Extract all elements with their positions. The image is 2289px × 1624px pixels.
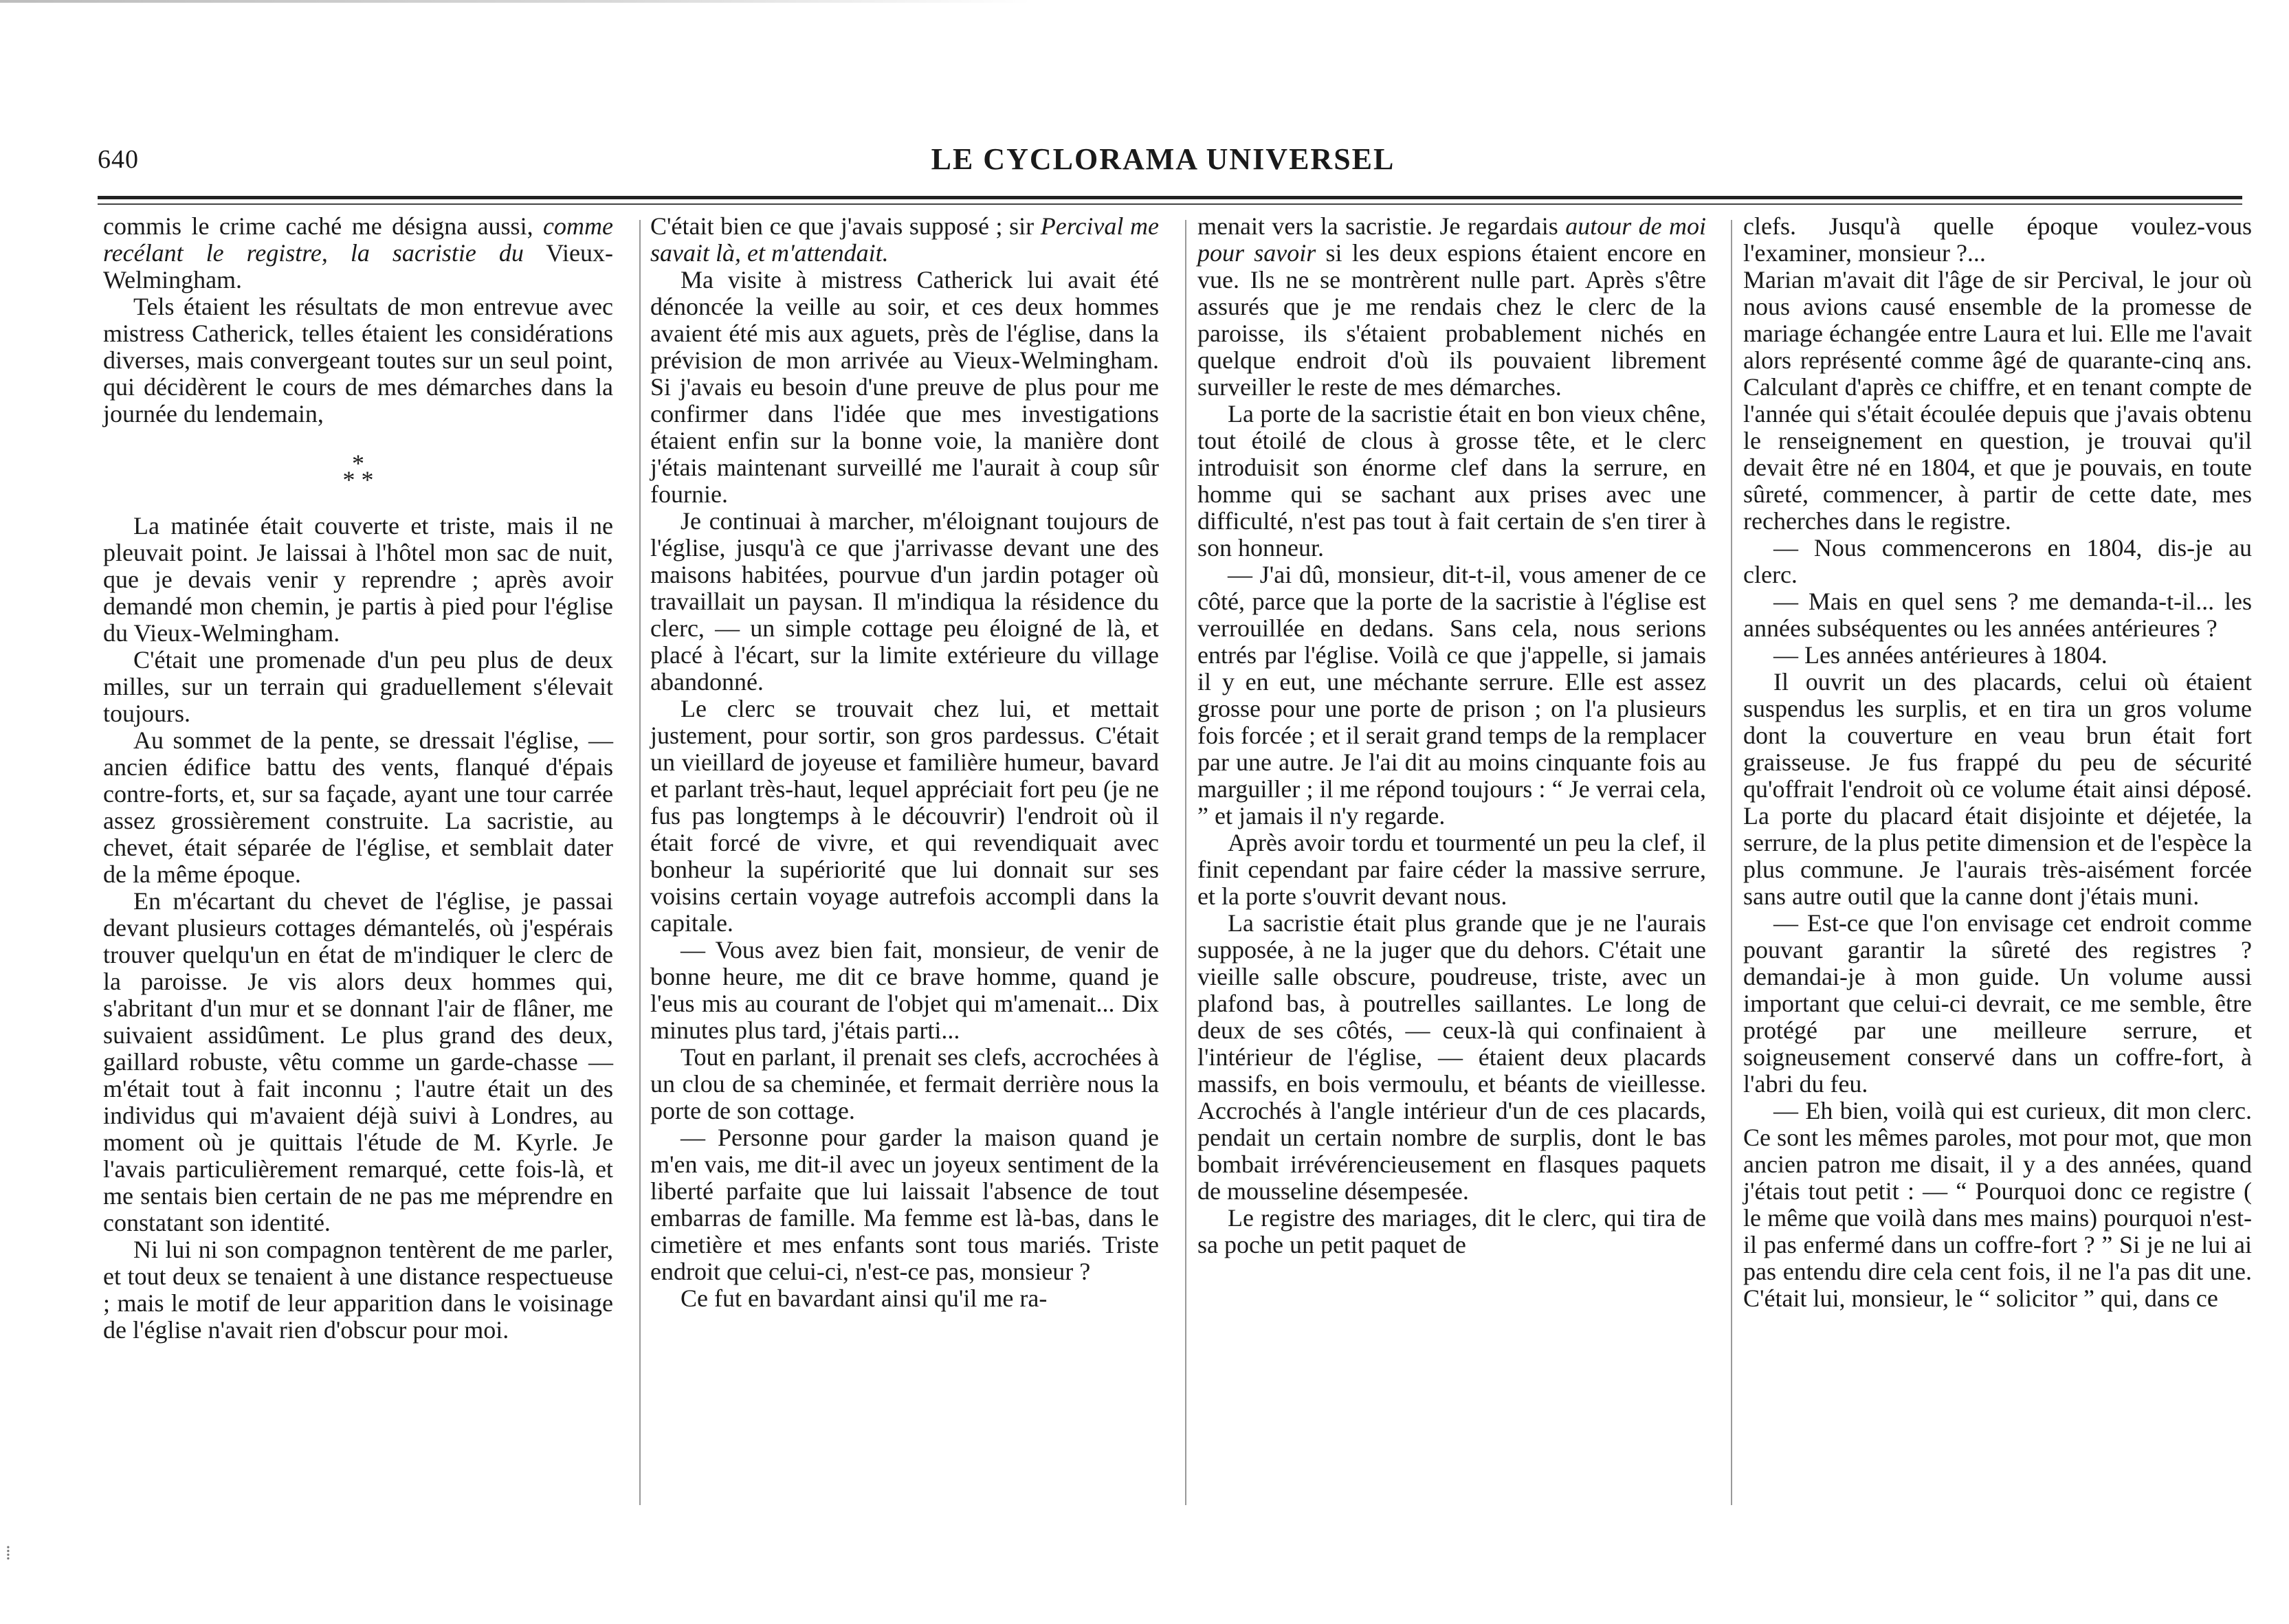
paragraph: — Mais en quel sens ? me demanda-t-il... les années subséquentes ou les années antérieures ? [1743,588,2252,642]
paragraph: — Nous commencerons en 1804, dis-je au clerc. [1743,534,2252,588]
page-top-edge [0,0,1031,3]
paragraph: — Les années antérieures à 1804. [1773,641,2108,669]
paragraph: Ma visite à mistress Catherick lui avait été dénoncée la veille au soir, et ces deux hommes avaient été mis aux aguets, près de l'église, dans la prévision de mon arrivée au Vieux-Welmingham. Si j'avais eu besoin d'une preuve de plus pour me confirmer dans l'idée que mes investigations étaient enfin sur la bonne voie, la manière dont j'étais maintenant surveillé me l'aurait à coup sûr fournie. [650,266,1159,508]
paragraph: Ni lui ni son compagnon tentèrent de me parler, et tout deux se tenaient à une distance respectueuse ; mais le motif de leur apparition dans le voisinage de l'église n'avait rien d'obscur pour moi. [103,1236,613,1344]
paragraph: C'était une promenade d'un peu plus de deux milles, sur un terrain qui graduellement s'élevait toujours. [103,646,613,727]
header-rule-thick [98,196,2242,199]
paragraph [650,213,1159,267]
paragraph: — Personne pour garder la maison quand je m'en vais, me dit-il avec un joyeux sentiment de la liberté parfaite que lui laissait l'absence de tout embarras de famille. Ma femme est là-bas, dans le cimetière et mes enfants sont tous mariés. Triste endroit que celui-ci, n'est-ce pas, monsieur ? [650,1124,1159,1285]
column-divider [1185,220,1186,1505]
paragraph: clefs. Jusqu'à quelle époque voulez-vous l'examiner, monsieur ?... [1743,212,2252,267]
text-column-1 [103,213,613,1344]
header-rule-thin [98,203,2242,205]
paragraph: Au sommet de la pente, se dressait l'église, — ancien édifice battu des vents, flanqué d'épais contre-forts, et, sur sa façade, ayant une tour carrée assez grossièrement construite. La sacristie, au chevet, était séparée de l'église, et semblait dater de la même époque. [103,726,613,888]
paragraph-text: commis le crime caché me désigna aussi, [103,212,544,240]
section-separator: * * * [342,449,374,493]
italic-text: comme recélant le registre, la sacristie du [103,212,613,267]
paragraph: Ce fut en bavardant ainsi qu'il me ra- [681,1284,1048,1312]
paragraph-text: Vieux-Welmingham. [103,239,614,293]
paragraph: Le clerc se trouvait chez lui, et mettait justement, pour sortir, son gros pardessus. C'était un vieillard de joyeuse et familière humeur, bavard et parlant très-haut, lequel appréciait fort peu (je ne fus pas longtemps à le découvrir) l'endroit où il était forcé de vivre, et qui revendiquait avec bonheur la supériorité que lui donnait sur ses voisins certain voyage autrefois accompli dans la capitale. [650,695,1159,937]
italic-text: Percival me savait là, et m'attendait. [650,212,1159,267]
paragraph: Marian m'avait dit l'âge de sir Percival, le jour où nous avions causé ensemble de la promesse de mariage échangée entre Laura et lui. Elle me l'avait alors représenté comme âgé de quarante-cinq ans. Calculant d'après ce chiffre, et en tenant compte de l'année qui s'était écoulée depuis que j'avais obtenu le renseignement en question, je trouvai qu'il devait être né en 1804, et que je pouvais, en toute sûreté, commencer, à partir de cette date, mes recherches dans le registre. [1743,266,2252,535]
paragraph [1197,213,1706,401]
paragraph: Il ouvrit un des placards, celui où étaient suspendus les surplis, et en tira un gros volume dont la couverture en veau brun était fort graisseuse. Je fus frappé du peu de sécurité qu'offrait l'endroit où ce volume était ainsi déposé. La porte du placard était disjointe et déjetée, la serrure, de la plus petite dimension et de l'espèce la plus commune. Je l'aurais très-aisément forcée sans autre outil que la canne dont j'étais muni. [1743,668,2252,910]
text-column-4 [1743,213,2252,1312]
italic-text: autour de moi pour savoir [1197,212,1706,267]
paragraph [103,213,613,293]
paragraph: — Eh bien, voilà qui est curieux, dit mon clerc. Ce sont les mêmes paroles, mot pour mot, que mon ancien patron me disait, il y a des années, quand j'étais tout petit : — “ Pourquoi donc ce registre ( le même que voilà dans mes mains) pourquoi n'est-il pas enfermé dans un coffre-fort ? ” Si je ne lui ai pas entendu dire cela cent fois, il ne l'a pas dit une. C'était lui, monsieur, le “ solicitor ” qui, dans ce [1743,1097,2252,1312]
paragraph: — J'ai dû, monsieur, dit-t-il, vous amener de ce côté, parce que la porte de la sacristie à l'église est verrouillée en dedans. Sans cela, nous serions entrés par l'église. Voilà ce que j'appelle, si jamais il y en eut, une méchante serrure. Elle est assez grosse pour une porte de prison ; on l'a plusieurs fois forcée ; et il serait grand temps de la remplacer par une autre. Je l'ai dit au moins cinquante fois au marguiller ; il me répond toujours : “ Je verrai cela, ” et jamais il n'y regarde. [1197,561,1706,830]
paragraph: Après avoir tordu et tourmenté un peu la clef, il finit cependant par faire céder la massive serrure, et la porte s'ouvrit devant nous. [1197,829,1706,910]
page-number: 640 [98,145,139,174]
paragraph: Tout en parlant, il prenait ses clefs, accrochées à un clou de sa cheminée, et fermait derrière nous la porte de son cottage. [650,1043,1159,1124]
paragraph-text: si les deux espions étaient encore en vue. Ils ne se montrèrent nulle part. Après s'être assurés que je me rendais chez le clerc de la paroisse, ils s'étaient probablement nichés en quelque endroit d'où ils pouvaient librement surveiller le reste de mes démarches. [1197,239,1706,401]
paragraph: — Est-ce que l'on envisage cet endroit comme pouvant garantir la sûreté des registres ? demandai-je à mon guide. Un volume aussi important que celui-ci devrait, ce me semble, être protégé par une meilleure serrure, et soigneusement conservé dans un coffre-fort, à l'abri du feu. [1743,909,2252,1098]
paragraph-text: C'était bien ce que j'avais supposé ; sir [650,212,1041,240]
paragraph: En m'écartant du chevet de l'église, je passai devant plusieurs cottages démantelés, où j'espérais trouver quelqu'un en état de m'indiquer le clerc de la paroisse. Je vis alors deux hommes qui, s'abritant d'un mur et se donnant l'air de flâner, me suivaient assidûment. Le plus grand des deux, gaillard robuste, vêtu comme un garde-chasse — m'était tout à fait inconnu ; l'autre était un des individus qui m'avaient déjà suivi à Londres, au moment où je quittais l'étude de M. Kyrle. Je l'avais particulièrement remarqué, cette fois-là, et me sentais bien certain de ne pas me méprendre en constatant son identité. [103,887,613,1236]
paragraph: La porte de la sacristie était en bon vieux chêne, tout étoilé de clous à grosse tête, et le clerc introduisit son énorme clef dans la serrure, en homme qui se sachant aux prises avec une difficulté, n'est pas tout à fait certain de s'en tirer à son honneur. [1197,400,1706,561]
column-divider [1731,220,1732,1505]
running-title: LE CYCLORAMA UNIVERSEL [931,142,1395,176]
column-divider [639,220,641,1505]
paragraph: Le registre des mariages, dit le clerc, qui tira de sa poche un petit paquet de [1197,1204,1706,1258]
paragraph: Tels étaient les résultats de mon entrevue avec mistress Catherick, telles étaient les considérations diverses, mais convergeant toutes sur un seul point, qui décidèrent le cours de mes démarches dans la journée du lendemain, [103,293,613,427]
paragraph: Je continuai à marcher, m'éloignant toujours de l'église, jusqu'à ce que j'arrivasse devant une des maisons habitées, pourvue d'un jardin potager où travaillait un paysan. Il m'indiqua la résidence du clerc, — un simple cottage peu éloigné de là, et placé à l'écart, sur la limite extérieure du village abandonné. [650,507,1159,696]
text-column-2 [650,213,1159,1312]
paragraph: La sacristie était plus grande que je ne l'aurais supposée, à ne la juger que du dehors. C'était une vieille salle obscure, poudreuse, triste, avec un plafond bas, à poutrelles saillantes. Le long de deux de ses côtés, — ceux-là qui confinaient à l'intérieur de l'église, — étaient deux placards massifs, en bois vermoulu, et béants de vieillesse. Accrochés à l'angle intérieur d'un de ces placards, pendait un certain nombre de surplis, dont le bas bombait irrévérencieusement en flasques paquets de mousseline désempesée. [1197,909,1706,1205]
paragraph: La matinée était couverte et triste, mais il ne pleuvait point. Je laissai à l'hôtel mon sac de nuit, que je devais venir y reprendre ; après avoir demandé mon chemin, je partis à pied pour l'église du Vieux-Welmingham. [103,512,613,647]
margin-scratch-mark: ⁞ [5,1543,11,1564]
paragraph-text: menait vers la sacristie. Je regardais [1197,212,1566,240]
paragraph: — Vous avez bien fait, monsieur, de venir de bonne heure, me dit ce brave homme, quand je l'eus mis au courant de l'objet qui m'amenait... Dix minutes plus tard, j'étais parti... [650,936,1159,1044]
page-header [98,137,2229,186]
text-column-3 [1197,213,1706,1258]
